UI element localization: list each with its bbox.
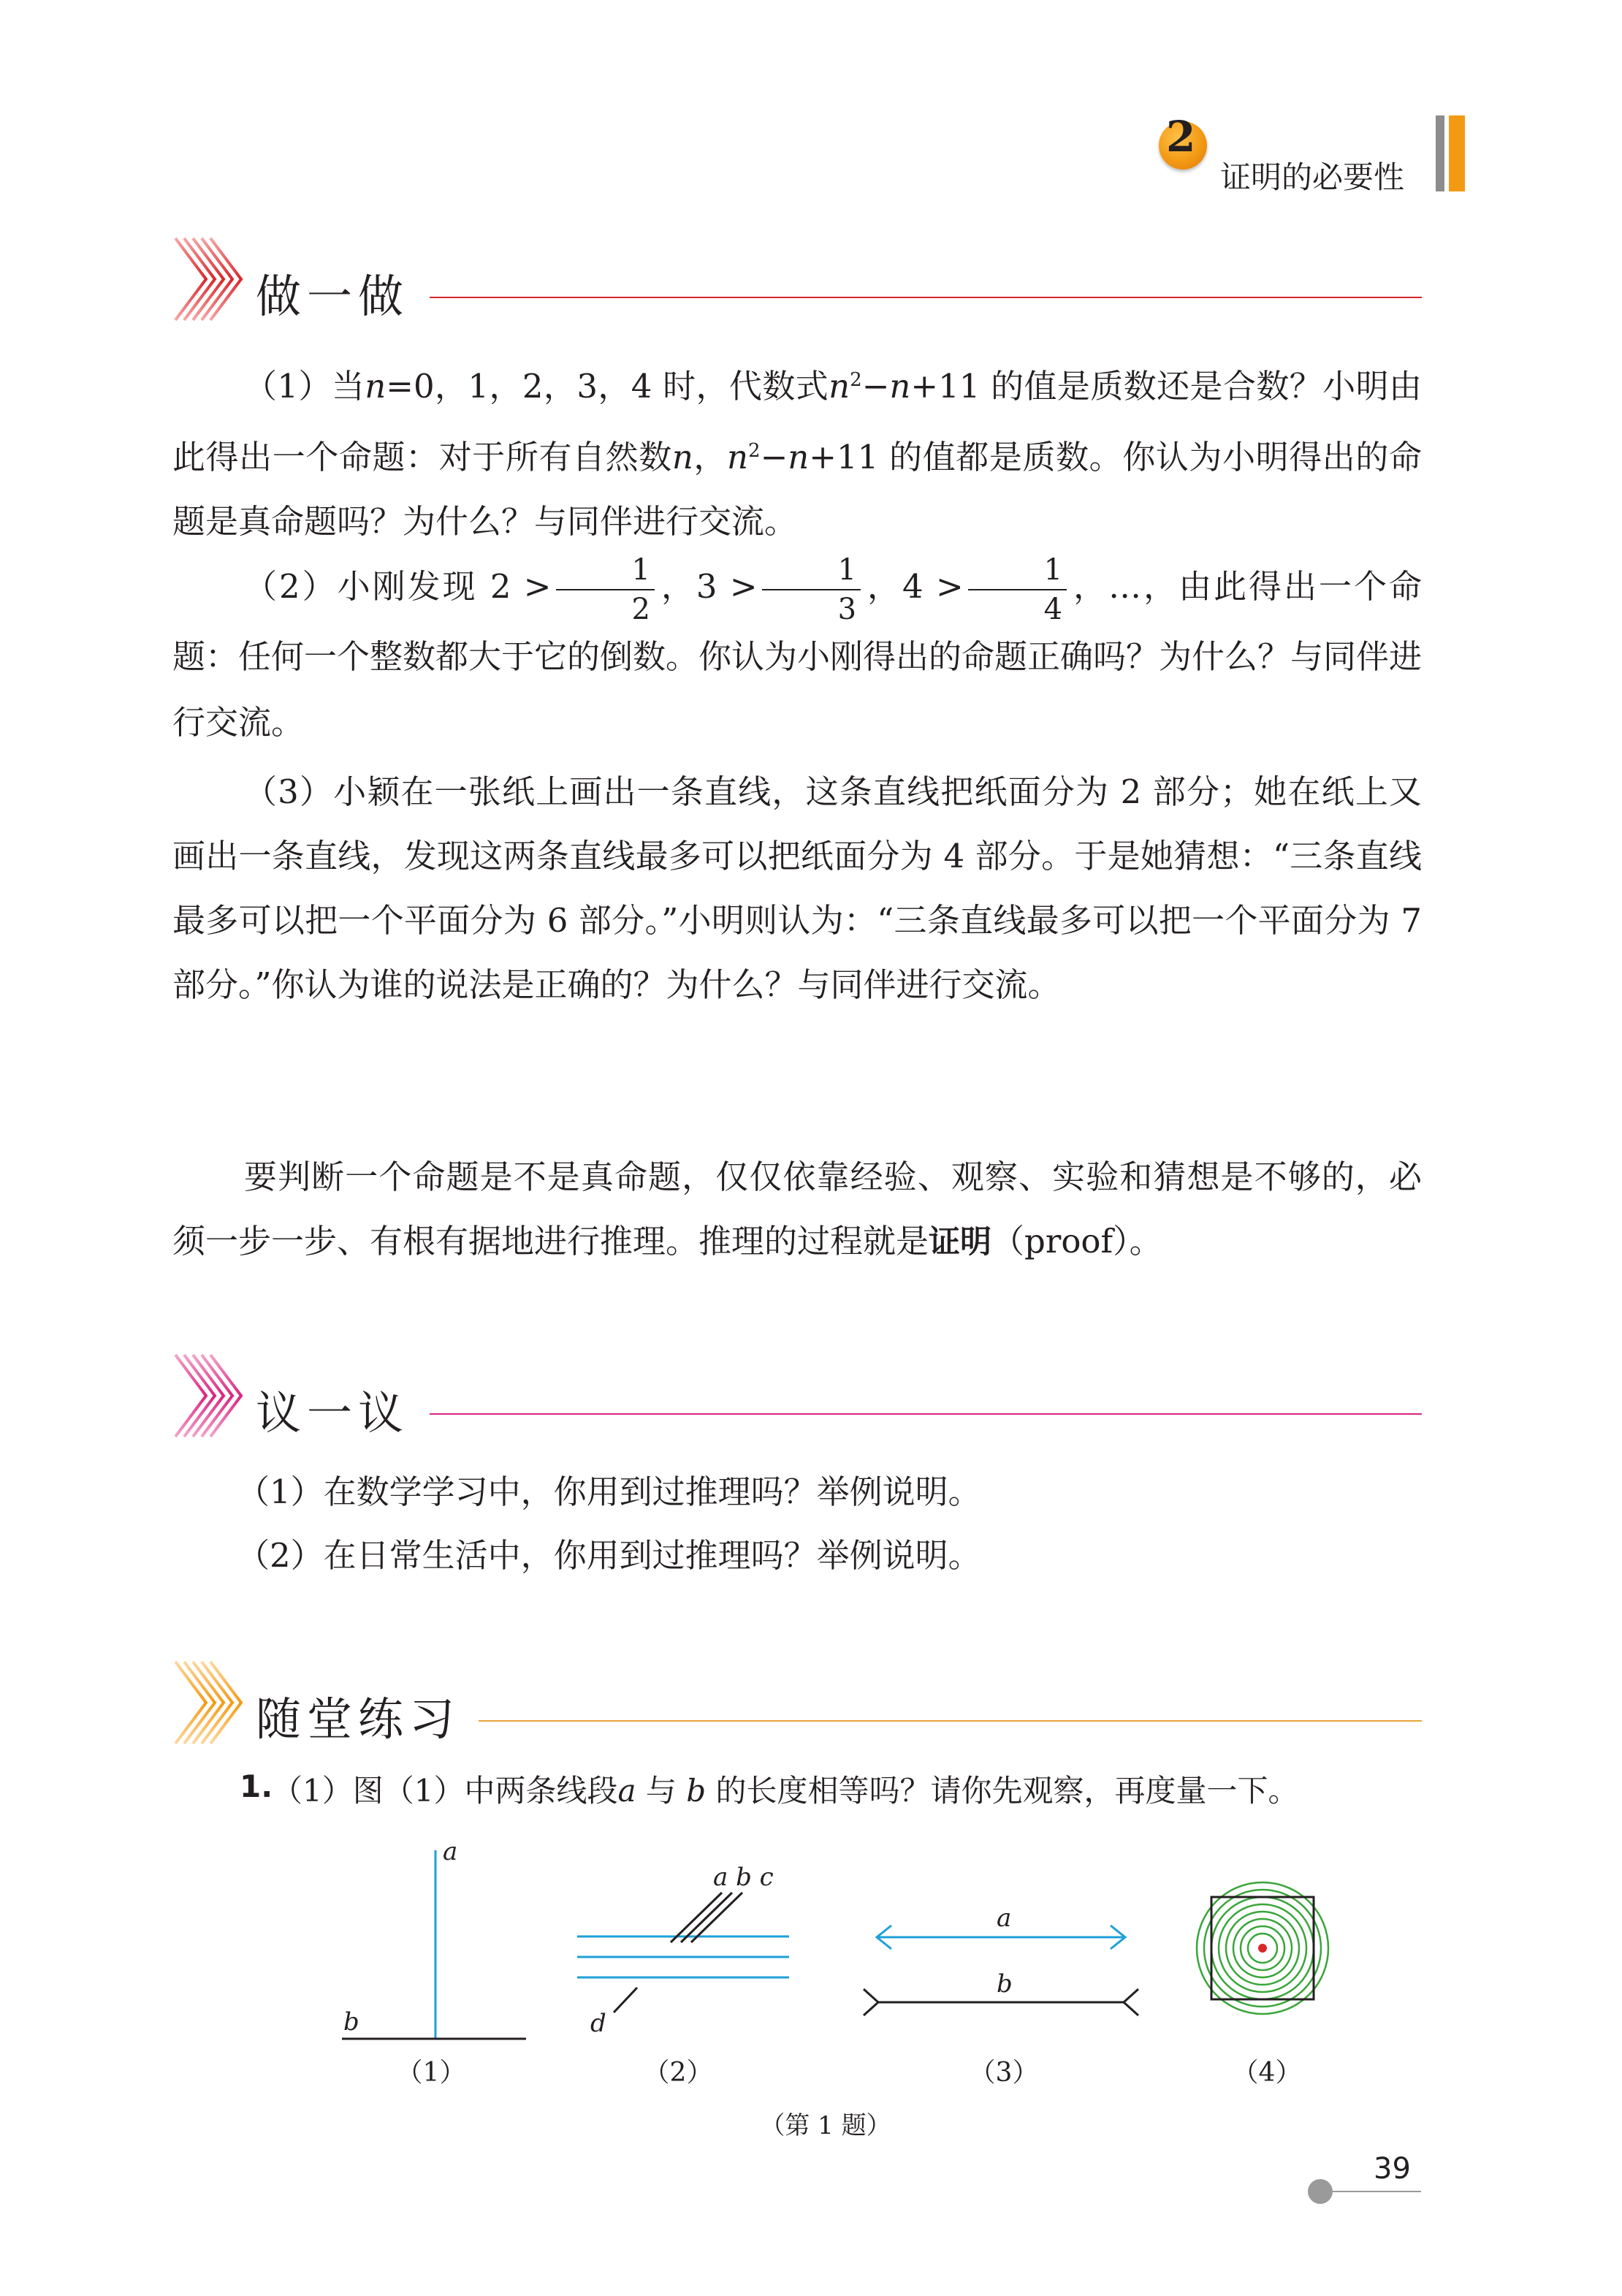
section-title-yiyiyi: 议一议 — [256, 1386, 410, 1440]
chapter-number: 2 — [1166, 112, 1196, 161]
figure-4-illusion — [1197, 1882, 1328, 2014]
caption-2: （2） — [643, 2058, 713, 2088]
fraction-1-3: $\frac{1}{3}$ — [762, 555, 861, 624]
page-number: 39 — [1374, 2152, 1411, 2186]
page-dot-icon — [1308, 2179, 1333, 2204]
label-a-3: a — [997, 1904, 1012, 1933]
figure-2-lines — [577, 1863, 789, 2038]
discussion-item-2: （2）在日常生活中，你用到过推理吗？举例说明。 — [237, 1536, 981, 1575]
label-b-3: b — [997, 1969, 1013, 1999]
fraction-1-2: $\frac{1}{2}$ — [556, 555, 655, 624]
paragraph-2: （2）小刚发现 2 > $\frac{1}{2}$ ，3 > $\frac{1}{3}$ ，4 > $\frac{1}{4}$ ，…，由此得出一个命题：任何一个整数都大于它的倒数。你认为小刚得出的命题正确吗？为什么？与同伴进行交流。 — [172, 552, 1423, 742]
caption-4: （4） — [1232, 2058, 1302, 2088]
caption-3: （3） — [969, 2058, 1039, 2088]
exercise-1-text: （1）图（1）中两条线段a 与 b 的长度相等吗？请你先观察，再度量一下。 — [272, 1773, 1299, 1809]
section-title-suitanglianxi: 随堂练习 — [256, 1692, 461, 1746]
section-title-zuoyizuo: 做一做 — [256, 270, 410, 323]
label-a-1: a — [443, 1837, 458, 1866]
label-d: d — [590, 2009, 606, 2038]
figure-1-segments — [342, 1837, 526, 2039]
caption-1: （1） — [396, 2058, 466, 2088]
chapter-title: 证明的必要性 — [1220, 159, 1405, 195]
exercise-number: 1. — [240, 1768, 273, 1804]
figure-3-arrows — [864, 1904, 1138, 2015]
label-b-1: b — [343, 2007, 359, 2037]
paragraph-3: （3）小颖在一张纸上画出一条直线，这条直线把纸面分为 2 部分；她在纸上又画出一条直线，发现这两条直线最多可以把纸面分为 4 部分。于是她猜想：“三条直线最多可以把一个平面分为 6 部分。”小明则认为：“三条直线最多可以把一个平面分为 7 部分。”你认为谁的说法是正确的？为什么？与同伴进行交流。 — [172, 772, 1422, 1004]
page-number-rule — [1322, 2191, 1421, 2192]
summary-paragraph: 要判断一个命题是不是真命题，仅仅依靠经验、观察、实验和猜想是不够的，必须一步一步、有根有据地进行推理。推理的过程就是证明（proof）。 — [172, 1157, 1422, 1261]
paragraph-1: （1）当n=0，1，2，3，4 时，代数式$n^2-n+11$ 的值是质数还是合数？小明由此得出一个命题：对于所有自然数n，$n^2-n+11$ 的值都是质数。你认为小明得出的命题是真命题吗？为什么？与同伴进行交流。 — [172, 367, 1422, 541]
figure-title: （第 1 题） — [760, 2111, 891, 2140]
fraction-1-4: $\frac{1}{4}$ — [968, 555, 1067, 624]
label-abc: a b c — [713, 1863, 774, 1892]
discussion-item-1: （1）在数学学习中，你用到过推理吗？举例说明。 — [237, 1472, 981, 1511]
